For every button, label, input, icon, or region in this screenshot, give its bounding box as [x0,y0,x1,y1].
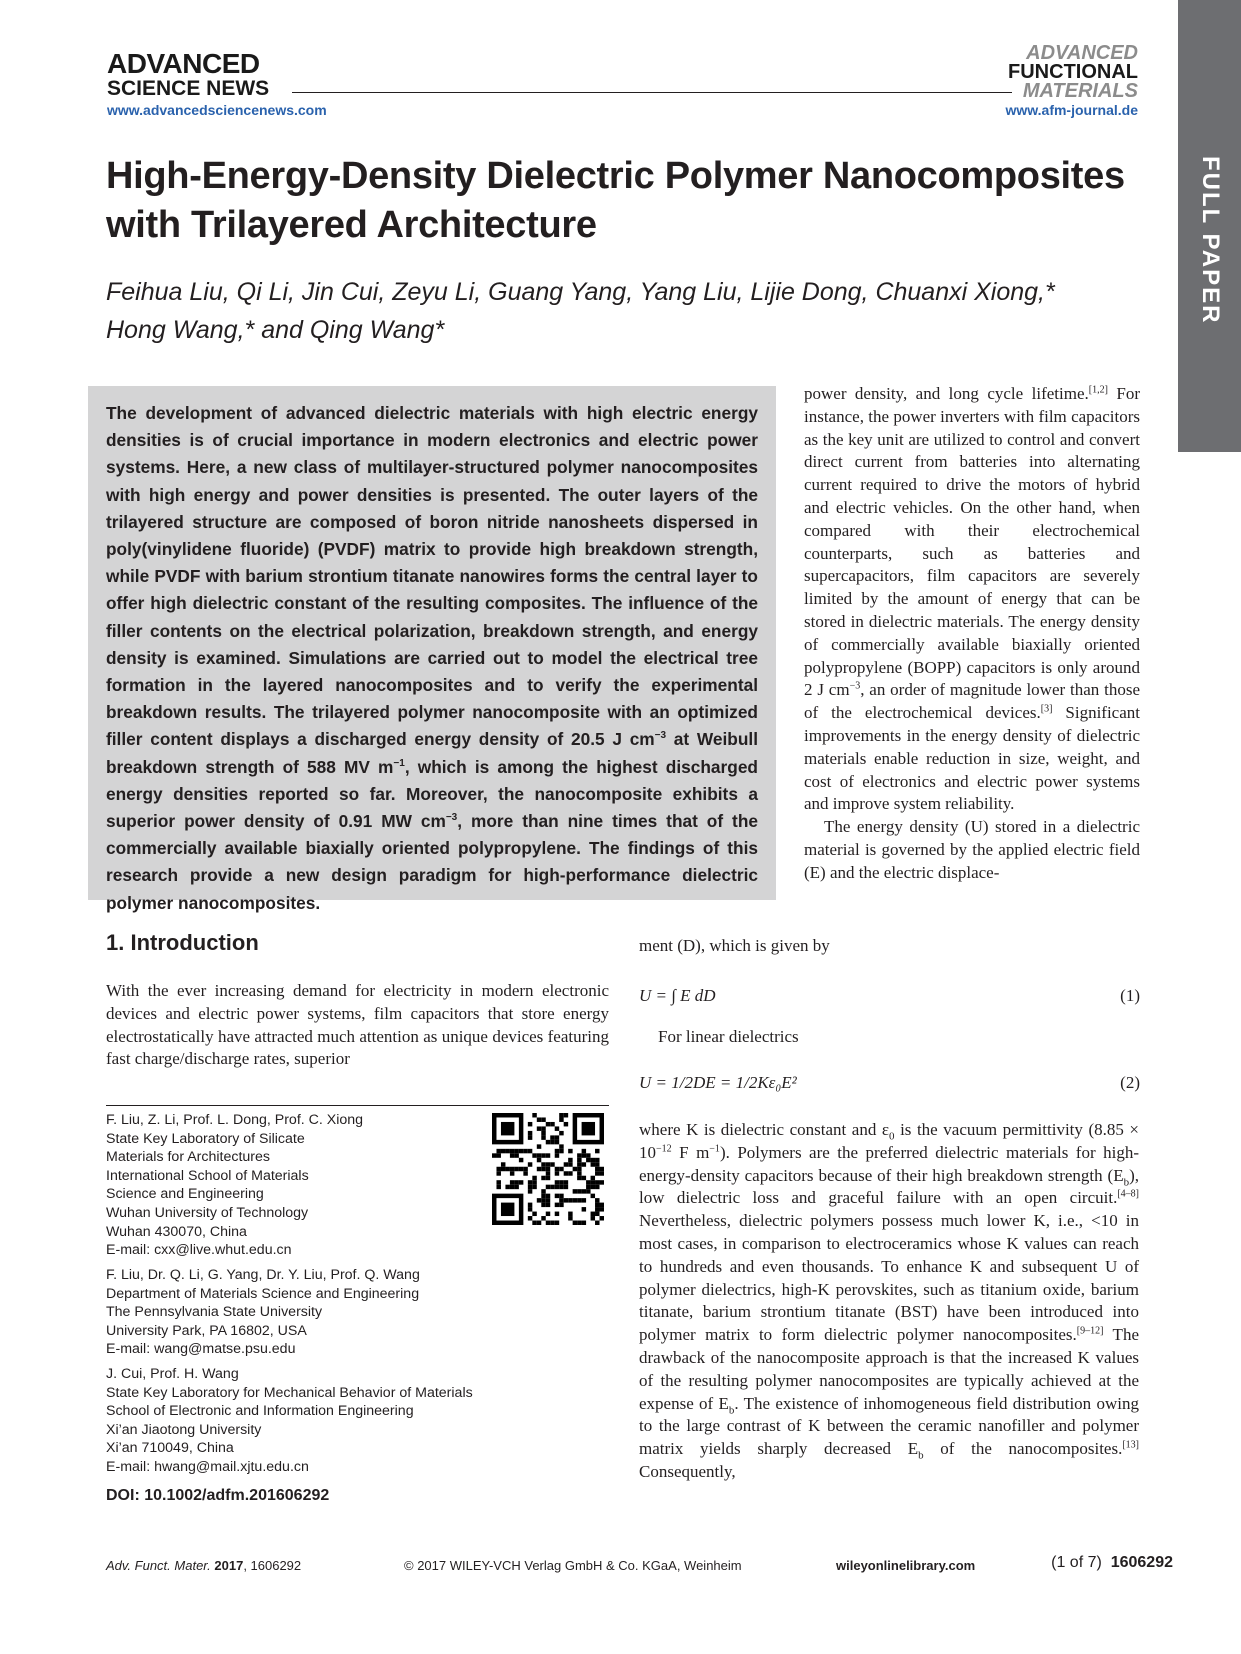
affiliation-line[interactable]: E-mail: cxx@live.whut.edu.cn [106,1242,292,1259]
superscript: −1 [709,1143,720,1155]
text-run: power density, and long cycle lifetime. [804,384,1089,403]
footer-journal: Adv. Funct. Mater. [106,1558,211,1573]
afm-logo-line3: MATERIALS [1022,80,1138,102]
citation[interactable]: [9–12] [1076,1325,1104,1337]
text-run: F m [671,1142,710,1162]
paragraph-continuation: ment (D), which is given by [639,936,830,955]
superscript: −3 [445,812,458,824]
affiliation-block-3 [106,1365,506,1477]
side-tab-label: FULL PAPER [1197,156,1224,325]
doi[interactable]: DOI: 10.1002/adfm.201606292 [106,1487,330,1504]
afm-logo-line1: ADVANCED [1026,42,1138,64]
authors-line1: Feihua Liu, Qi Li, Jin Cui, Zeyu Li, Guang Yang, Yang Liu, Lijie Dong, Chuanxi Xiong,* [106,278,1055,306]
equation-2: U = 1/2DE = 1/2Kε₀E² [639,1073,797,1092]
body-text-right-top [804,383,1140,885]
subscript: b [728,1403,735,1416]
equation-1: U = ∫ E dD [639,986,716,1005]
text-run: , an order of magnitude lower than those of the electrochemical devices. [804,680,1140,723]
footer-copyright: © 2017 WILEY-VCH Verlag GmbH & Co. KGaA, Weinheim [404,1558,742,1573]
affiliation-line[interactable]: E-mail: hwang@mail.xjtu.edu.cn [106,1458,309,1475]
affiliation-line: University Park, PA 16802, USA [106,1322,307,1339]
text-run: . The existence of inhomogeneous field distribution owing to the large contrast of K between the ceramic nanofiller and polymer matrix yields sharply decreased E [639,1393,1139,1459]
affiliation-line: State Key Laboratory of Silicate [106,1130,305,1147]
citation[interactable]: [3] [1040,703,1053,715]
equation-1-number: (1) [1120,986,1140,1005]
footer-site-link[interactable]: wileyonlinelibrary.com [836,1558,976,1573]
article-title: High-Energy-Density Dielectric Polymer Nanocomposites with Trilayered Architecture [106,155,1125,246]
affiliation-line: Wuhan University of Technology [106,1204,309,1221]
superscript: −1 [393,757,405,769]
paragraph: The energy density (U) stored in a dielectric material is governed by the applied electric field (E) and the electric displace- [804,817,1140,882]
subscript: b [918,1449,924,1462]
affiliation-line: International School of Materials [106,1167,309,1184]
text-run: For instance, the power inverters with film capacitors as the key unit are utilized to control and convert direct current from batteries into alternating current required to drive the motors of hybrid and electric vehicles. On the other hand, when compared with their electrochemical counterparts, such as batteries and supercapacitors, film capacitors are severely limited by the amount of energy that can be stored in dielectric materials. The energy density of commercially available biaxially oriented polypropylene (BOPP) capacitors is only around 2 J cm [804,384,1140,700]
full-paper-side-tab [1178,0,1241,452]
author-list [106,273,1156,349]
abstract-part: The development of advanced dielectric materials with high electric energy densities is of crucial importance in modern electronics and electric power systems. Here, a new class of multilayer-structured polymer nanocomposites with high energy and power densities is presented. The outer layers of the trilayered structure are composed of boron nitride nanosheets dispersed in poly(vinylidene fluoride) (PVDF) matrix to provide high breakdown strength, while PVDF with barium strontium titanate nanowires forms the central layer to offer high dielectric constant of the resulting composites. The influence of the filler contents on the electrical polarization, breakdown strength, and energy density is examined. Simulations are carried out to model the electrical tree formation in the layered nanocomposites and to verify the experimental breakdown results. The trilayered polymer nanocomposite with an optimized filler content displays a discharged energy density of 20.5 J cm [106,403,758,750]
header-rule [292,92,1012,93]
abstract-text [106,400,758,917]
footer-citation [106,1558,301,1573]
abstract-part: at Weibull breakdown strength of 588 MV m [106,729,758,777]
text-run: Nevertheless, dielectric polymers possess much lower K, i.e., <10 in most cases, in comparison to electroceramics whose K values can reach to hundreds and even thousands. To enhance K and subsequent U of polymer dielectrics, high-K perovskites, such as titanium oxide, barium titanate, barium strontium titanate (BST) have been introduced into polymer matrix to form dielectric polymer nanocomposites. [639,1211,1139,1345]
affiliation-line: State Key Laboratory for Mechanical Behavior of Materials [106,1384,473,1401]
footer-page-of: (1 of 7) [1051,1554,1102,1571]
citation[interactable]: [4–8] [1117,1188,1139,1200]
linear-dielectrics-label: For linear dielectrics [658,1027,799,1046]
text-run: ). Polymers are the preferred dielectric materials for high-energy-density capacitors because of their high breakdown strength (E [639,1142,1139,1185]
authors-line2: Hong Wang,* and Qing Wang* [106,316,445,344]
citation[interactable]: [13] [1122,1439,1140,1451]
affiliation-line: Xi’an 710049, China [106,1440,234,1457]
afm-journal-link[interactable]: www.afm-journal.de [1005,102,1138,118]
affiliation-line: The Pennsylvania State University [106,1304,323,1321]
text-run: The drawback of the nanocomposite approach is that the increased K values of the resulting polymer nanocomposites are typically achieved at the expense of E [639,1325,1139,1413]
superscript: −3 [849,680,861,692]
affiliation-block-1 [106,1111,506,1260]
affiliation-line: F. Liu, Z. Li, Prof. L. Dong, Prof. C. Xiong [106,1112,364,1128]
affiliation-line: Science and Engineering [106,1186,264,1203]
footer-page-number: 1606292 [1110,1554,1173,1571]
text-run: where K is dielectric constant and ε [639,1120,890,1139]
affiliation-rule [106,1105,609,1106]
footer-article-number: , 1606292 [243,1558,302,1573]
affiliation-line: F. Liu, Dr. Q. Li, G. Yang, Dr. Y. Liu, Prof. Q. Wang [106,1267,420,1283]
citation[interactable]: [1,2] [1088,384,1108,396]
text-run: is the vacuum permittivity (8.85 × 10 [639,1120,1139,1162]
affiliation-line: Department of Materials Science and Engineering [106,1285,420,1302]
superscript: −3 [654,730,667,742]
equation-2-number: (2) [1120,1073,1140,1092]
footer-page [1051,1554,1173,1572]
afm-logo-line2: FUNCTIONAL [1008,61,1138,83]
logo-line2: SCIENCE NEWS [107,77,270,100]
superscript: −12 [656,1143,672,1155]
afm-journal-logo [1008,44,1138,101]
introduction-text: With the ever increasing demand for electricity in modern electronic devices and electric power systems, film capacitors that store energy electrostatically have attracted much attention as unique devices featuring fast charge/discharge rates, superior [106,981,609,1069]
body-text-right-bottom [639,1119,1139,1484]
subscript: 0 [889,1130,895,1143]
affiliation-line[interactable]: E-mail: wang@matse.psu.edu [106,1341,296,1358]
text-run: ), low dielectric loss and graceful failure with an open circuit. [639,1165,1139,1208]
text-run: Consequently, [639,1461,736,1481]
text-run: Significant improvements in the energy density of dielectric materials enable reduction in size, weight, and cost of electronics and electric power systems and improve system reliability. [804,703,1140,814]
qr-code-icon[interactable] [492,1113,604,1225]
logo-line1: ADVANCED [107,48,260,79]
advanced-science-news-logo [107,50,269,99]
affiliation-block-2 [106,1266,506,1359]
abstract-part: , more than nine times that of the commercially available biaxially oriented polypropylene. The findings of this research provide a new design paradigm for high-performance dielectric polymer nanocomposites. [106,811,758,913]
section-heading-introduction: 1. Introduction [106,930,259,955]
affiliation-line: J. Cui, Prof. H. Wang [106,1366,239,1382]
affiliation-line: Xi’an Jiaotong University [106,1421,262,1438]
abstract-part: , which is among the highest discharged energy densities reported so far. Moreover, the nanocomposite exhibits a superior power density of 0.91 MW cm [106,756,758,832]
affiliation-line: Materials for Architectures [106,1149,271,1166]
affiliation-line: School of Electronic and Information Engineering [106,1403,414,1420]
footer-year: 2017 [214,1558,244,1573]
paragraph [804,383,1140,816]
subscript: b [1123,1175,1130,1188]
affiliation-line: Wuhan 430070, China [106,1223,247,1240]
text-run: of the nanocomposites. [923,1439,1123,1459]
advancedsciencenews-link[interactable]: www.advancedsciencenews.com [107,102,327,118]
